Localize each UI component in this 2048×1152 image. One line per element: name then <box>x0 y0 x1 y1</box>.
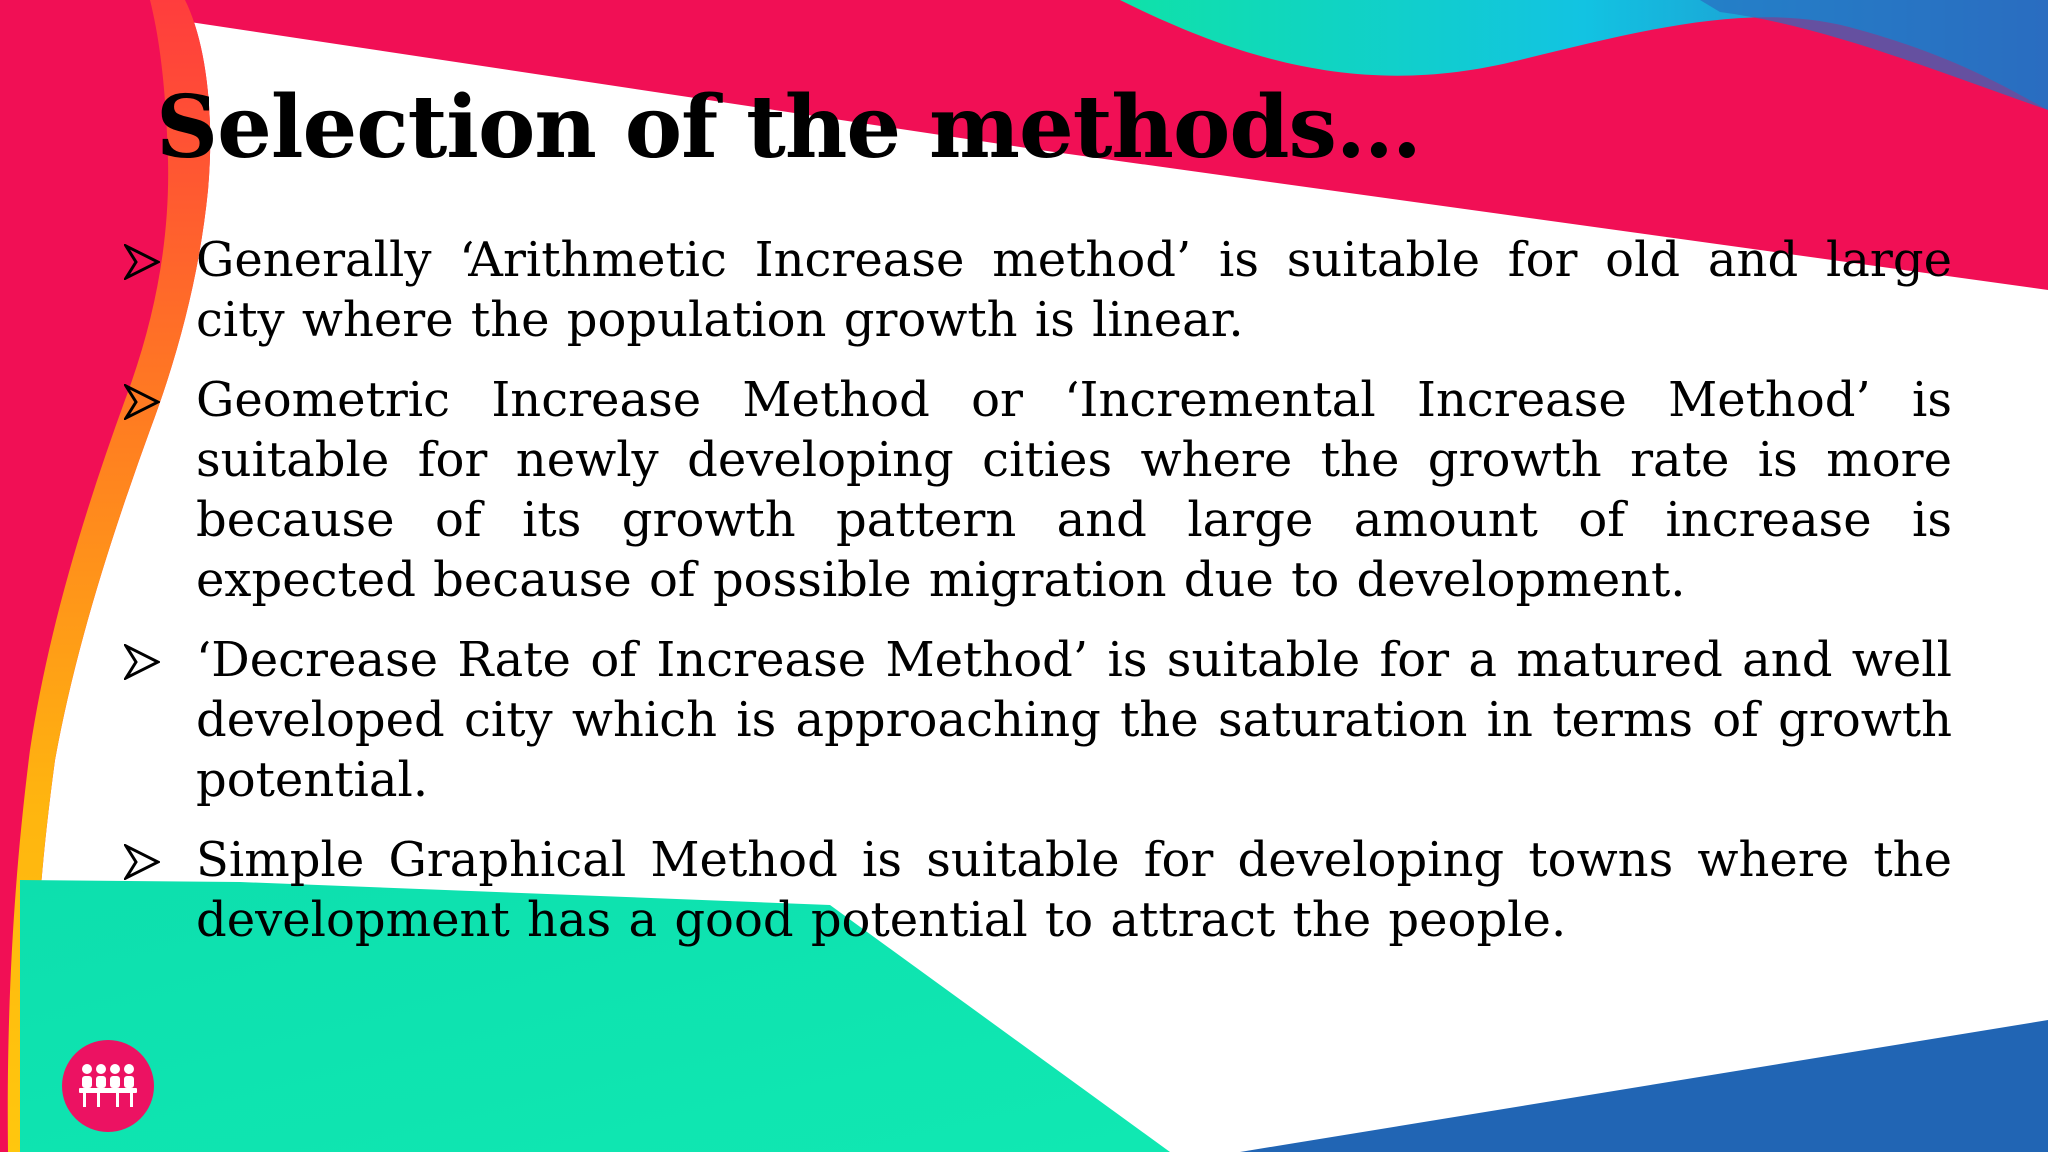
meeting-badge <box>62 1040 154 1132</box>
meeting-people-icon <box>77 1061 139 1111</box>
arrowhead-bullet-icon <box>124 244 160 280</box>
bullet-text: Generally ‘Arithmetic Increase method’ is suitable for old and large city where the population growth is linear. <box>196 232 1952 348</box>
arrowhead-bullet-icon <box>124 384 160 420</box>
bullet-item <box>120 230 1952 350</box>
arrowhead-bullet-icon <box>124 844 160 880</box>
bullet-list <box>120 230 1952 970</box>
bullet-text: ‘Decrease Rate of Increase Method’ is suitable for a matured and well developed city which is approaching the saturation in terms of growth potential. <box>196 632 1952 808</box>
bullet-text: Geometric Increase Method or ‘Incremental Increase Method’ is suitable for newly developing cities where the growth rate is more because of its growth pattern and large amount of increase is expected because of possible migration due to development. <box>196 372 1952 608</box>
arrowhead-bullet-icon <box>124 644 160 680</box>
slide-title: Selection of the methods… <box>156 77 1421 178</box>
blue-bottom-shape <box>1240 1020 2048 1152</box>
bullet-item <box>120 630 1952 810</box>
bullet-item <box>120 830 1952 950</box>
bullet-text: Simple Graphical Method is suitable for developing towns where the development has a good potential to attract the people. <box>196 832 1952 948</box>
bullet-item <box>120 370 1952 610</box>
